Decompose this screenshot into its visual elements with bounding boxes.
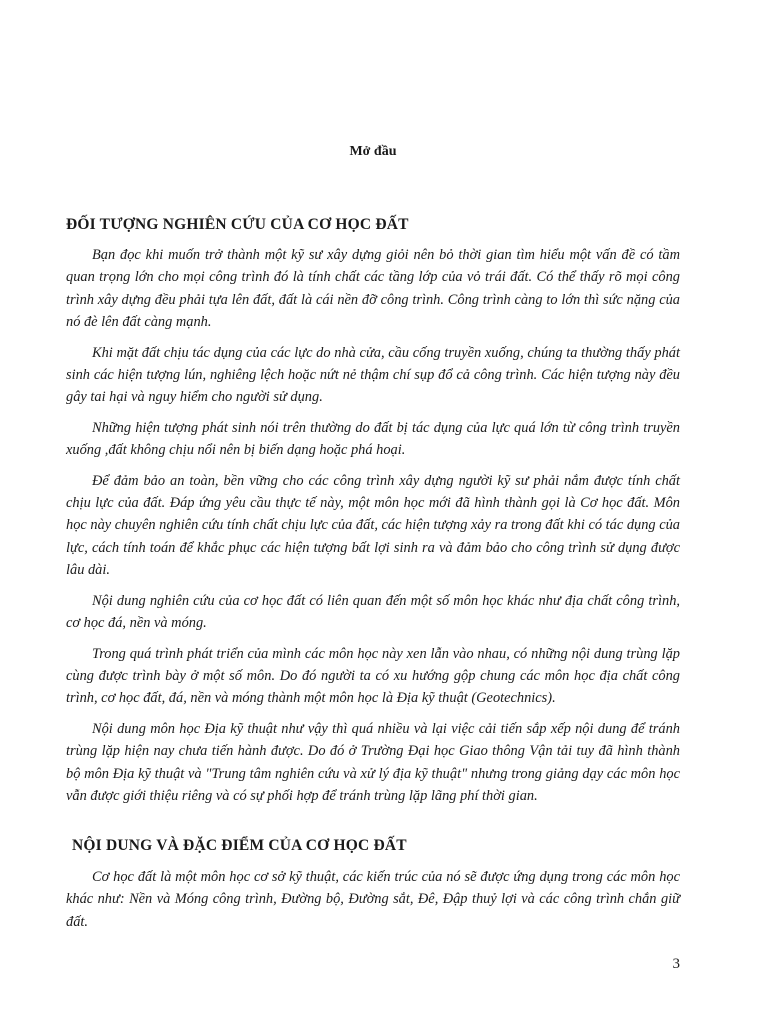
- section-body-content: [66, 866, 680, 941]
- paragraph: Nội dung môn học Địa kỹ thuật như vậy thì quá nhiều và lại việc cải tiến sắp xếp nội dung để tránh trùng lặp hiện nay chưa tiến hành được. Do đó ở Trường Đại học Giao thông Vận tải tuy đã hình thành bộ môn Địa kỹ thuật và "Trung tâm nghiên cứu và xử lý địa kỹ thuật" nhưng trong giảng dạy các môn học vẫn được giới thiệu riêng và có sự phối hợp để tránh trùng lặp lãng phí thời gian.: [66, 720, 680, 804]
- paragraph: Bạn đọc khi muốn trở thành một kỹ sư xây dựng giỏi nên bỏ thời gian tìm hiểu một vấn đề có tầm quan trọng lớn cho mọi công trình đó là tính chất các tầng lớp của vỏ trái đất. Có thể thấy rõ mọi công trình xây dựng đều phải tựa lên đất, đất là cái nền đỡ công trình. Công trình càng to lớn thì sức nặng của nó đè lên đất càng mạnh.: [66, 247, 680, 331]
- paragraph: Cơ học đất là một môn học cơ sở kỹ thuật, các kiến trúc của nó sẽ được ứng dụng trong các môn học khác như: Nền và Móng công trình, Đường bộ, Đường sắt, Đê, Đập thuỷ lợi và các công trình chắn giữ đất.: [66, 869, 680, 930]
- section-body-subject: [66, 244, 680, 815]
- paragraph: Khi mặt đất chịu tác dụng của các lực do nhà cửa, cầu cống truyền xuống, chúng ta thường thấy phát sinh các hiện tượng lún, nghiêng lệch hoặc nứt nẻ thậm chí sụp đổ cả công trình. Các hiện tượng này đều gây tai hại và nguy hiểm cho người sử dụng.: [66, 344, 680, 406]
- section-heading-subject: ĐỐI TƯỢNG NGHIÊN CỨU CỦA CƠ HỌC ĐẤT: [66, 216, 409, 233]
- paragraph: Để đảm bảo an toàn, bền vững cho các công trình xây dựng người kỹ sư phải nắm được tính chất chịu lực của đất. Đáp ứng yêu cầu thực tế này, một môn học mới đã hình thành gọi là Cơ học đất. Môn học này chuyên nghiên cứu tính chất chịu lực của đất, các hiện tượng xảy ra trong đất khi có tác dụng của lực, cách tính toán để khắc phục các hiện tượng bất lợi sinh ra và đảm bảo cho công trình sử dụng được lâu dài.: [66, 472, 680, 579]
- paragraph: Nội dung nghiên cứu của cơ học đất có liên quan đến một số môn học khác như địa chất công trình, cơ học đá, nền và móng.: [66, 592, 680, 632]
- section-heading-content: NỘI DUNG VÀ ĐẶC ĐIỂM CỦA CƠ HỌC ĐẤT: [72, 837, 407, 854]
- paragraph: Trong quá trình phát triển của mình các môn học này xen lẫn vào nhau, có những nội dung trùng lặp cùng được trình bày ở một số môn. Do đó người ta có xu hướng gộp chung các môn học địa chất công trình, cơ học đất, đá, nền và móng thành một môn học là Địa kỹ thuật (Geotechnics).: [66, 645, 680, 707]
- paragraph: Những hiện tượng phát sinh nói trên thường do đất bị tác dụng của lực quá lớn từ công trình truyền xuống ,đất không chịu nổi nên bị biến dạng hoặc phá hoại.: [66, 419, 680, 459]
- document-title: Mở đầu: [349, 144, 397, 159]
- page-number: 3: [672, 956, 680, 972]
